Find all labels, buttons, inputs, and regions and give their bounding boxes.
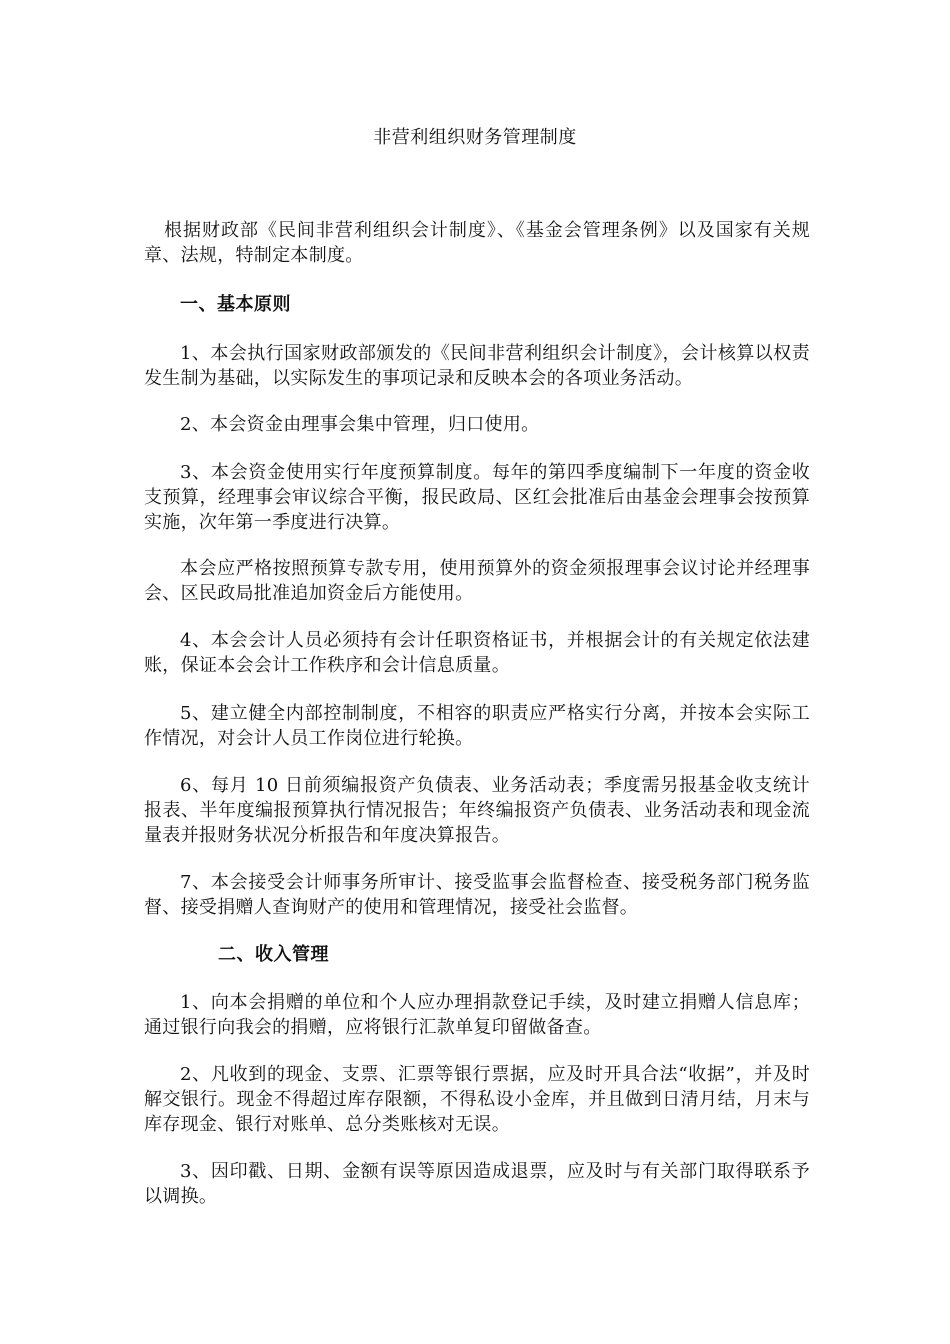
intro-paragraph: 根据财政部《民间非营利组织会计制度》、《基金会管理条例》以及国家有关规章、法规，特制定本制度。 [144, 220, 810, 266]
paragraph-2-3: 3、因印戳、日期、金额有误等原因造成退票，应及时与有关部门取得联系予以调换。 [144, 1161, 810, 1207]
document-title: 非营利组织财务管理制度 [373, 127, 577, 148]
paragraph-1-3: 3、本会资金使用实行年度预算制度。每年的第四季度编制下一年度的资金收支预算，经理事会审议综合平衡，报民政局、区红会批准后由基金会理事会按预算实施，次年第一季度进行决算。 [144, 462, 810, 533]
paragraph-2-2: 2、凡收到的现金、支票、汇票等银行票据，应及时开具合法“收据”，并及时解交银行。现金不得超过库存限额，不得私设小金库，并且做到日清月结，月末与库存现金、银行对账单、总分类账核对无误。 [144, 1064, 810, 1135]
paragraph-1-3b: 本会应严格按照预算专款专用，使用预算外的资金须报理事会议讨论并经理事会、区民政局批准追加资金后方能使用。 [144, 558, 810, 604]
paragraph-1-2: 2、本会资金由理事会集中管理，归口使用。 [180, 414, 540, 435]
paragraph-1-1: 1、本会执行国家财政部颁发的《民间非营利组织会计制度》，会计核算以权责发生制为基础，以实际发生的事项记录和反映本会的各项业务活动。 [144, 343, 810, 389]
section-heading-income-management: 二、收入管理 [218, 944, 329, 965]
paragraph-1-6: 6、每月 10 日前须编报资产负债表、业务活动表；季度需另报基金收支统计报表、半年度编报预算执行情况报告；年终编报资产负债表、业务活动表和现金流量表并报财务状况分析报告和年度决算报告。 [144, 775, 810, 846]
paragraph-2-1: 1、向本会捐赠的单位和个人应办理捐款登记手续，及时建立捐赠人信息库；通过银行向我会的捐赠，应将银行汇款单复印留做备查。 [144, 992, 810, 1038]
paragraph-1-5: 5、建立健全内部控制制度，不相容的职责应严格实行分离，并按本会实际工作情况，对会计人员工作岗位进行轮换。 [144, 703, 810, 749]
paragraph-1-4: 4、本会会计人员必须持有会计任职资格证书，并根据会计的有关规定依法建账，保证本会会计工作秩序和会计信息质量。 [144, 630, 810, 676]
section-heading-basic-principles: 一、基本原则 [180, 294, 291, 315]
paragraph-1-7: 7、本会接受会计师事务所审计、接受监事会监督检查、接受税务部门税务监督、接受捐赠人查询财产的使用和管理情况，接受社会监督。 [144, 872, 810, 918]
